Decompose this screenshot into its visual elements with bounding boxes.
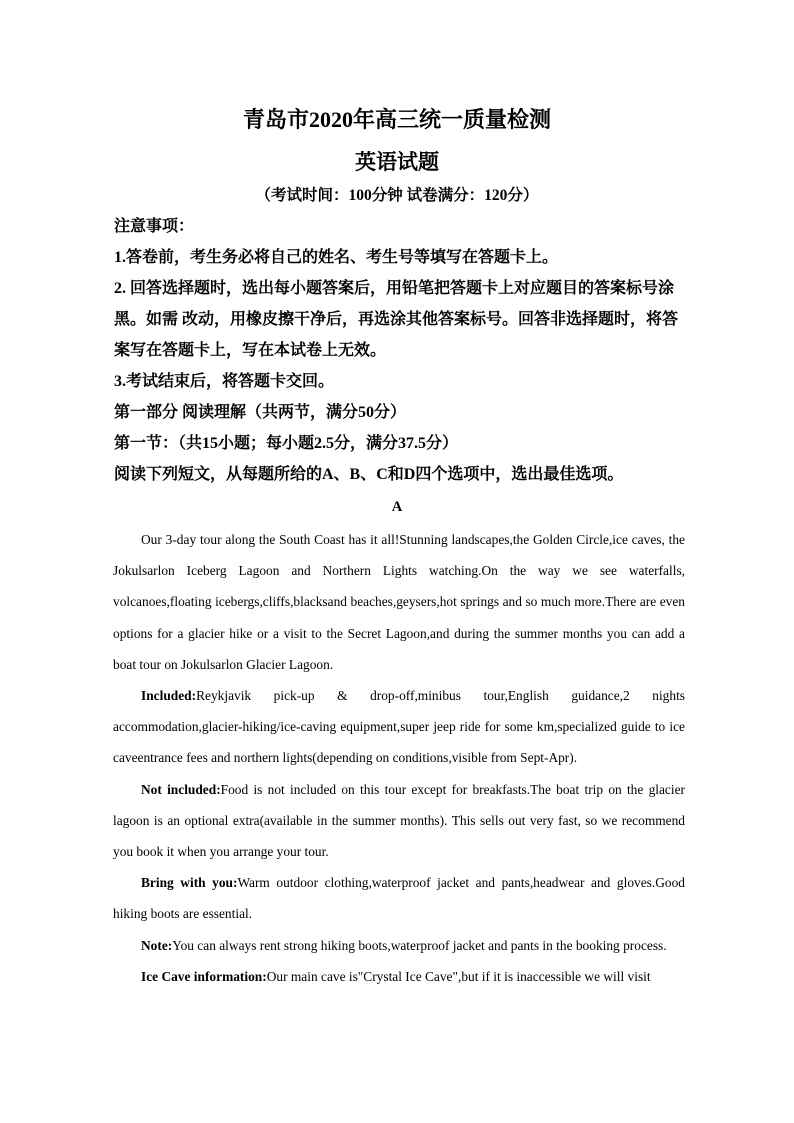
- passage-body: [113, 524, 685, 992]
- reading-instruction: 阅读下列短文，从每题所给的A、B、C和D四个选项中，选出最佳选项。: [114, 466, 624, 483]
- ice-cave-label: Ice Cave information:: [141, 968, 267, 984]
- note-item-2-line-2: 黑。如需 改动，用橡皮擦干净后，再选涂其他答案标号。回答非选择题时，将答: [114, 311, 679, 328]
- notes-heading: 注意事项：: [114, 218, 195, 235]
- bring-text: Warm outdoor clothing,waterproof jacket and pants,headwear and gloves.Good hiking boots are essential.: [113, 875, 685, 922]
- not-included-text: Food is not included on this tour except for breakfasts.The boat trip on the glacier lagoon is an optional extra(available in the summer months). This sells out very fast, so we recommend you book it when you arrange your tour.: [113, 781, 686, 860]
- bring-label: Bring with you:: [141, 875, 238, 891]
- ice-cave-text: Our main cave is"Crystal Ice Cave",but if it is inaccessible we will visit: [266, 968, 651, 984]
- note-item-2-line-3: 案写在答题卡上，写在本试卷上无效。: [114, 342, 387, 359]
- note-label: Note:: [141, 937, 173, 953]
- ice-cave-paragraph: [113, 961, 685, 992]
- bring-paragraph: [113, 867, 685, 929]
- note-text: You can always rent strong hiking boots,waterproof jacket and pants in the booking process.: [172, 937, 667, 953]
- not-included-paragraph: [113, 774, 685, 868]
- section1-heading: 第一节：（共15小题；每小题2.5分，满分37.5分）: [114, 435, 459, 452]
- included-text: Reykjavik pick-up & drop-off,minibus tour,English guidance,2 nights accommodation,glacier-hiking/ice-caving equipment,super jeep ride for some km,specialized guide to ice caveentrance fees and northern lights(depending on conditions,visible from Sept-Apr).: [113, 688, 685, 766]
- exam-info: （考试时间：100分钟 试卷满分：120分）: [255, 187, 539, 204]
- passage-label: A: [391, 499, 403, 515]
- note-item-1: 1.答卷前，考生务必将自己的姓名、考生号等填写在答题卡上。: [114, 249, 559, 266]
- part1-heading: 第一部分 阅读理解（共两节，满分50分）: [114, 404, 407, 421]
- note-paragraph: [113, 930, 685, 961]
- note-item-3: 3.考试结束后，将答题卡交回。: [114, 373, 335, 390]
- passage-intro: Our 3-day tour along the South Coast has it all!Stunning landscapes,the Golden Circle,ice caves, the Jokulsarlon Iceberg Lagoon and Northern Lights watching.On the way we see waterfalls, volcanoes,floating icebergs,cliffs,blacksand beaches,geysers,hot springs and so much more.There are even options for a glacier hike or a visit to the Secret Lagoon,and during the summer months you can add a boat tour on Jokulsarlon Glacier Lagoon.: [113, 532, 685, 672]
- not-included-label: Not included:: [141, 781, 221, 797]
- note-item-2-line-1: 2. 回答选择题时，选出每小题答案后，用铅笔把答题卡上对应题目的答案标号涂: [114, 280, 675, 297]
- included-label: Included:: [141, 688, 197, 704]
- included-paragraph: [113, 680, 685, 774]
- exam-title: 青岛市2020年高三统一质量检测: [242, 107, 551, 132]
- subject-title: 英语试题: [355, 150, 439, 174]
